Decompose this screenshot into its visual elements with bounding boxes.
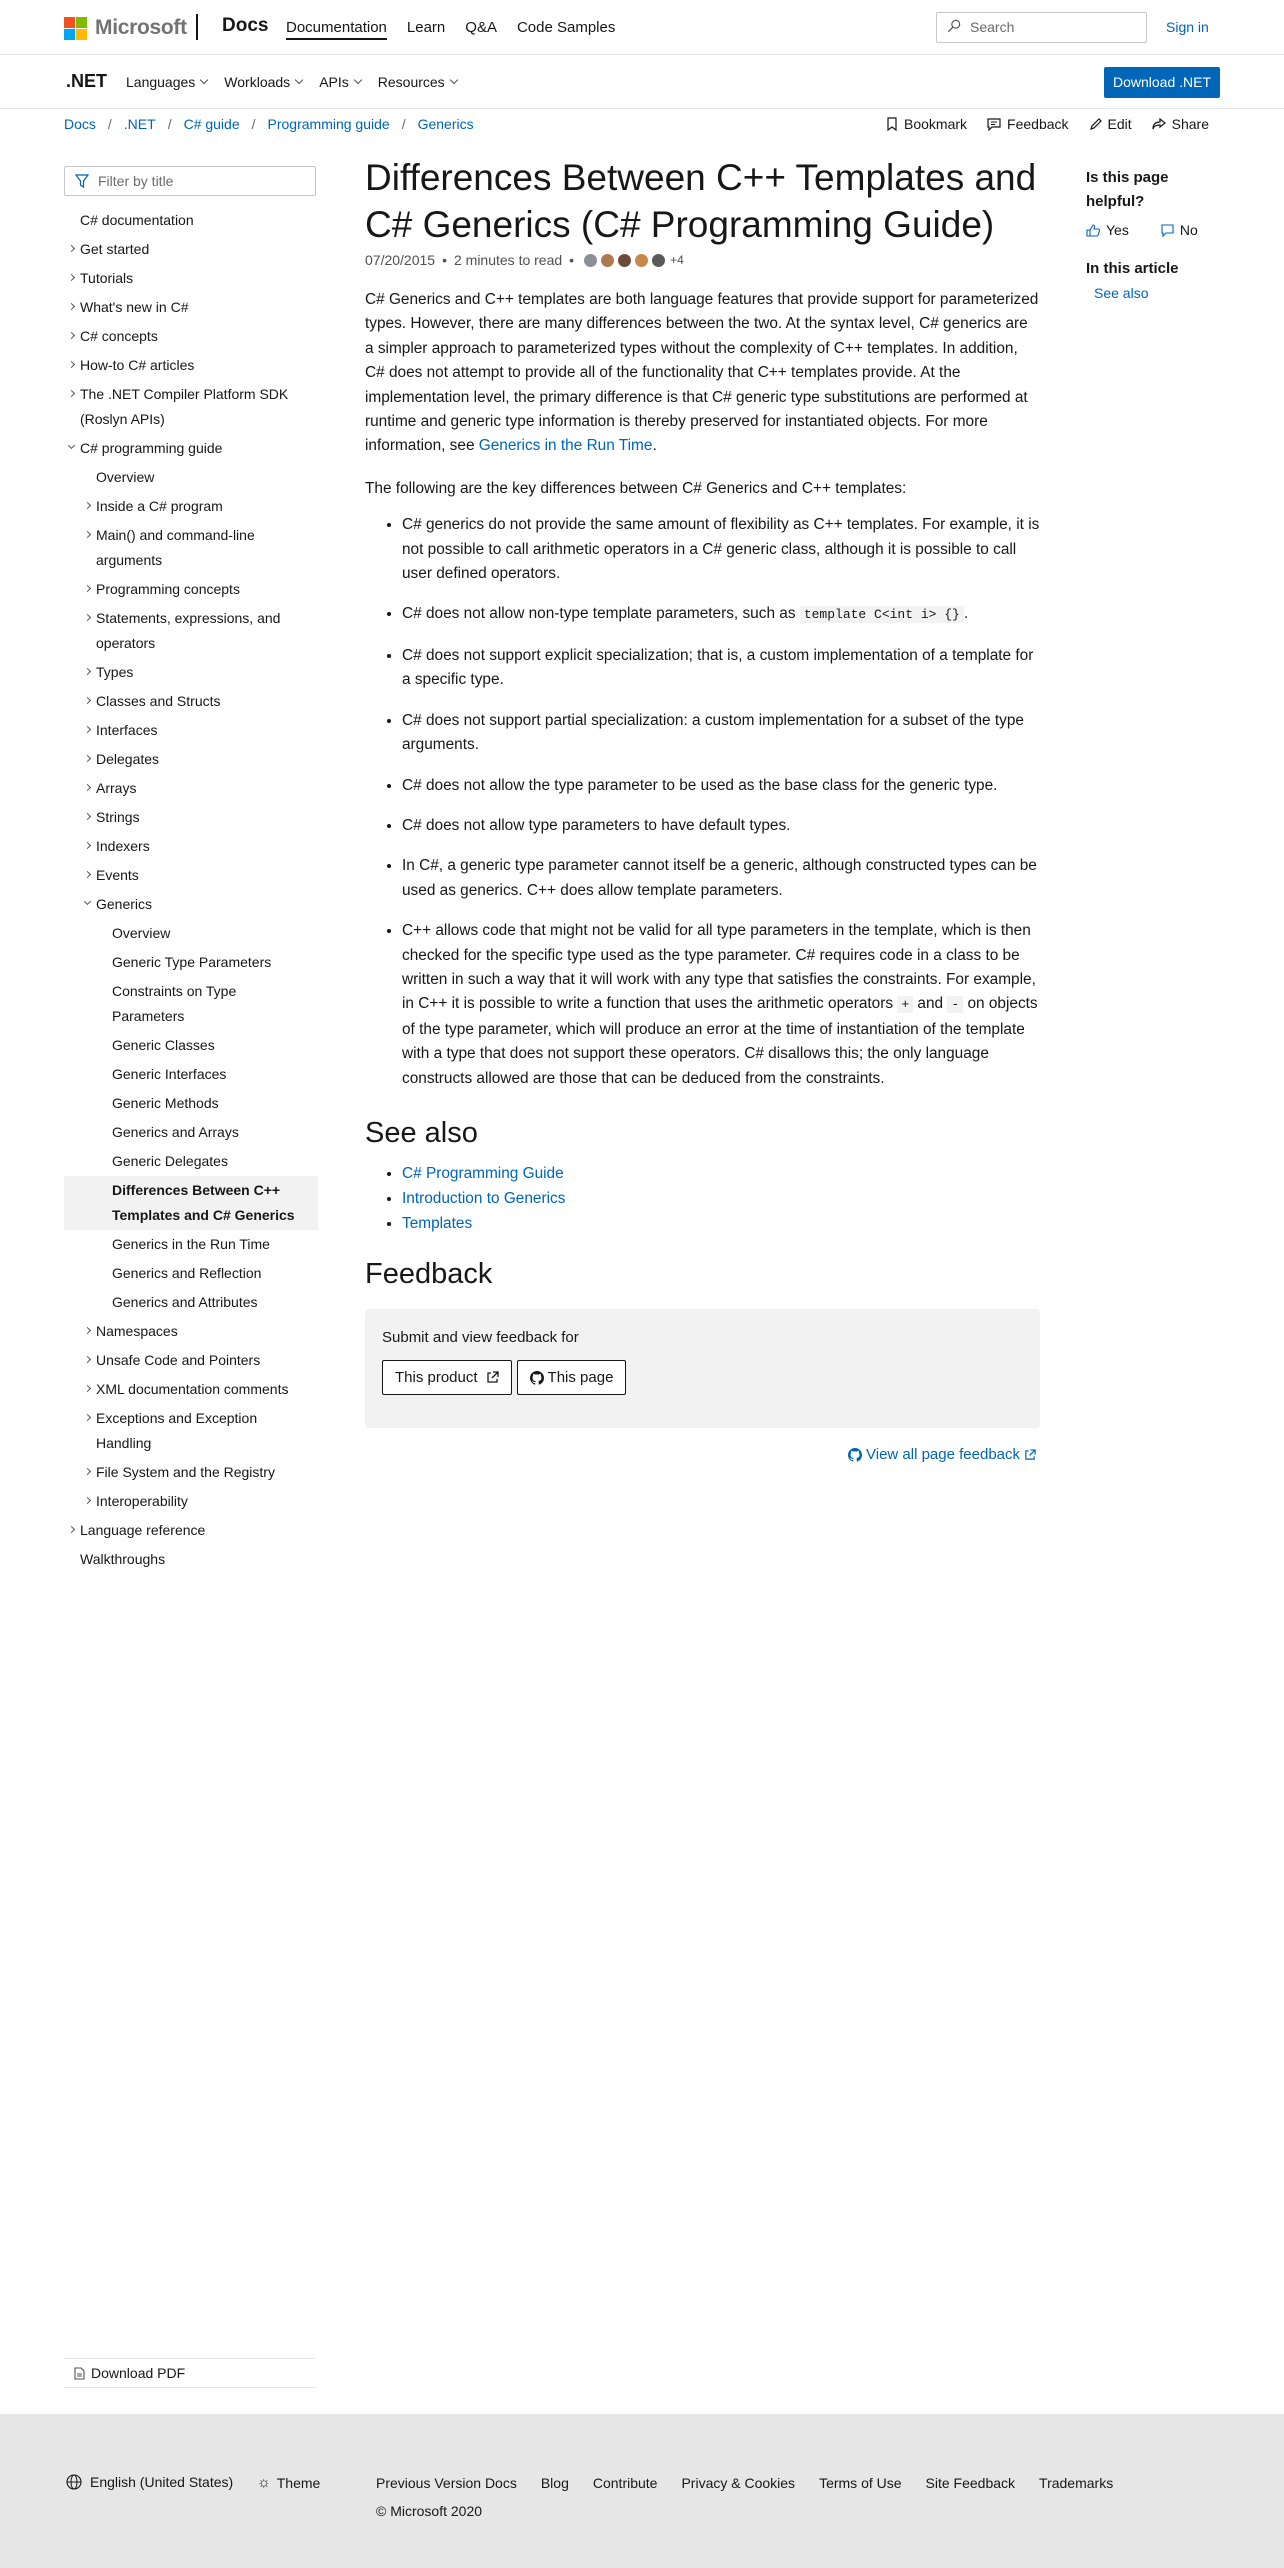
sidebar-item[interactable] (64, 716, 318, 745)
table-of-contents (64, 206, 318, 1574)
sidebar-item-label: File System and the Registry (96, 1464, 275, 1480)
feedback-buttons (382, 1360, 1023, 1395)
sidebar-item[interactable] (64, 322, 318, 351)
sidebar-item-label: Programming concepts (96, 581, 240, 597)
sidebar-item-label: Indexers (96, 838, 150, 854)
sidebar-item-label: Constraints on Type Parameters (112, 983, 237, 1024)
chevron-right-icon[interactable] (84, 1497, 91, 1504)
sidebar-item-label: Delegates (96, 751, 160, 767)
sidebar-item-label: Statements, expressions, and operators (96, 610, 281, 651)
yes-button[interactable] (1086, 222, 1145, 238)
sidebar-item-label: Generic Methods (112, 1095, 219, 1111)
list-item (402, 919, 1040, 1091)
chevron-down-icon (200, 76, 208, 84)
nav-qna[interactable]: Q&A (465, 19, 497, 36)
download-pdf-button[interactable] (64, 2358, 316, 2388)
list-item (402, 602, 1040, 627)
pdf-icon (74, 2367, 85, 2380)
link-csharp-programming-guide[interactable]: C# Programming Guide (402, 1164, 564, 1182)
feedback-box (365, 1309, 1040, 1428)
chevron-down-icon (354, 76, 362, 84)
feedback-heading: Feedback (365, 1258, 493, 1291)
header-divider (196, 14, 198, 40)
sidebar-item-label: Interoperability (96, 1493, 188, 1509)
download-pdf-label: Download PDF (91, 2365, 186, 2381)
breadcrumb-generics[interactable]: Generics (417, 116, 474, 132)
footer-link-contribute[interactable]: Contribute (592, 2475, 658, 2491)
chevron-right-icon[interactable] (84, 842, 91, 849)
sidebar-item[interactable] (64, 948, 318, 977)
sidebar-item-label: Classes and Structs (96, 693, 221, 709)
sidebar-item[interactable] (64, 803, 318, 832)
contributors (583, 253, 668, 268)
sidebar-item-current[interactable] (64, 1176, 318, 1230)
sidebar-item[interactable] (64, 919, 318, 948)
see-also-list (365, 1162, 1040, 1236)
chevron-down-icon (449, 76, 457, 84)
chevron-right-icon[interactable] (68, 332, 75, 339)
meta-separator: • (569, 252, 575, 268)
sun-icon: ☼ (257, 2474, 271, 2491)
sidebar-item-label: Namespaces (96, 1323, 178, 1339)
chevron-right-icon[interactable] (84, 784, 91, 791)
sidebar-item-label: Events (96, 867, 139, 883)
sidebar-item-label: Generics in the Run Time (112, 1236, 270, 1252)
chevron-right-icon[interactable] (68, 1526, 75, 1533)
list-item (402, 1187, 1040, 1212)
breadcrumb-programming-guide[interactable]: Programming guide (267, 116, 390, 132)
sidebar-item[interactable] (64, 1288, 318, 1317)
sidebar-item-label: C# concepts (80, 328, 158, 344)
breadcrumb (64, 116, 474, 132)
page-title: Differences Between C++ Templates and C# Generics (C# Programming Guide) (365, 157, 1037, 245)
sidebar-item-label: Generic Delegates (112, 1153, 228, 1169)
sidebar-item-label: Generic Classes (112, 1037, 215, 1053)
generics-runtime-link[interactable]: Generics in the Run Time (478, 437, 653, 455)
list-item: • C# does not support explicit specialization; that is, a custom implementation of a template for a specific type. (402, 644, 1040, 693)
breadcrumb-csharp-guide[interactable]: C# guide (183, 116, 240, 132)
see-also-heading: See also (365, 1116, 478, 1149)
key-differences-intro: The following are the key differences between C# Generics and C++ templates: (365, 479, 907, 497)
link-introduction-to-generics[interactable]: Introduction to Generics (402, 1189, 566, 1207)
edit-label: Edit (1107, 116, 1132, 132)
locale-selector[interactable] (66, 2474, 233, 2490)
footer-link-blog[interactable]: Blog (540, 2475, 569, 2491)
breadcrumb-separator: / (401, 116, 406, 132)
nav-code-samples[interactable]: Code Samples (516, 19, 616, 36)
chevron-right-icon[interactable] (84, 585, 91, 592)
copyright: © Microsoft 2020 (376, 2503, 483, 2519)
sidebar-item[interactable] (64, 832, 318, 861)
sign-in-link[interactable]: Sign in (1166, 19, 1209, 35)
sidebar-item[interactable] (64, 434, 318, 463)
sidebar-item[interactable] (64, 1317, 318, 1346)
theme-label: Theme (276, 2474, 321, 2491)
sidebar-item[interactable] (64, 521, 318, 575)
no-label: No (1179, 222, 1198, 238)
pencil-icon (1089, 118, 1102, 131)
chevron-right-icon[interactable] (84, 726, 91, 733)
sidebar-item-label: XML documentation comments (96, 1381, 289, 1397)
external-link-icon (486, 1371, 499, 1384)
in-this-article-heading: In this article (1086, 260, 1179, 277)
footer-link-trademarks[interactable]: Trademarks (1039, 2475, 1114, 2491)
chevron-right-icon[interactable] (84, 871, 91, 878)
sidebar-item-label: Overview (112, 925, 171, 941)
footer (0, 2414, 1284, 2568)
breadcrumb-docs[interactable]: Docs (64, 116, 96, 132)
sidebar-item-label: C# documentation (80, 212, 194, 228)
chevron-right-icon[interactable] (84, 697, 91, 704)
sidebar-item[interactable] (64, 575, 318, 604)
chevron-right-icon[interactable] (68, 390, 75, 397)
footer-link-previous-version-docs[interactable]: Previous Version Docs (376, 2475, 517, 2491)
avatar[interactable] (583, 253, 598, 268)
chevron-right-icon[interactable] (84, 813, 91, 820)
nav-documentation[interactable]: Documentation (286, 19, 387, 40)
avatar[interactable] (617, 253, 632, 268)
see-also-anchor[interactable]: See also (1094, 285, 1149, 301)
microsoft-logo[interactable] (64, 16, 187, 40)
chevron-right-icon[interactable] (84, 1327, 91, 1334)
right-rail (1086, 166, 1226, 301)
list-item (402, 1212, 1040, 1237)
globe-icon (66, 2474, 82, 2490)
bookmark-icon (886, 117, 898, 131)
sidebar-item[interactable] (64, 774, 318, 803)
list-item: • C# does not support partial specialization: a custom implementation for a subset of the type arguments. (402, 709, 1040, 758)
global-nav (286, 19, 635, 40)
list-item: • C# does not allow type parameters to have default types. (402, 814, 1040, 838)
nav-workloads[interactable] (224, 74, 302, 90)
sidebar-item[interactable] (64, 977, 318, 1031)
sidebar-item[interactable] (64, 745, 318, 774)
chevron-right-icon[interactable] (84, 668, 91, 675)
sidebar-item[interactable] (64, 1147, 318, 1176)
nav-resources[interactable] (378, 74, 457, 90)
chevron-down-icon (295, 76, 303, 84)
sidebar-item[interactable] (64, 293, 318, 322)
sidebar-item-label: Generic Interfaces (112, 1066, 227, 1082)
sidebar-item-label: What's new in C# (80, 299, 189, 315)
chevron-right-icon[interactable] (84, 1385, 91, 1392)
avatar[interactable] (634, 253, 649, 268)
sidebar-item[interactable] (64, 1259, 318, 1288)
sidebar-item[interactable] (64, 1346, 318, 1375)
chevron-right-icon[interactable] (68, 274, 75, 281)
sidebar-item-label: Generic Type Parameters (112, 954, 272, 970)
list-item (402, 1162, 1040, 1187)
sidebar-item-label: Tutorials (80, 270, 134, 286)
page-actions (866, 116, 1209, 132)
nav-apis-label: APIs (319, 74, 349, 90)
sidebar-item[interactable] (64, 380, 318, 434)
article (365, 154, 1040, 1463)
chevron-right-icon[interactable] (84, 502, 91, 509)
sidebar-item[interactable] (64, 1545, 318, 1574)
intro-end: . (652, 437, 657, 455)
product-header (0, 56, 1284, 109)
github-icon (848, 1448, 862, 1462)
sidebar-item[interactable] (64, 658, 318, 687)
sidebar-item-label: Inside a C# program (96, 498, 223, 514)
microsoft-logo-icon (64, 17, 87, 40)
sidebar-item-label: Walkthroughs (80, 1551, 166, 1567)
avatar[interactable] (651, 253, 666, 268)
search-icon (947, 19, 961, 33)
microsoft-wordmark: Microsoft (95, 16, 187, 39)
github-icon (530, 1371, 544, 1385)
sidebar-item[interactable] (64, 1487, 318, 1516)
toc-link-see-also[interactable] (1094, 285, 1226, 301)
helpful-question: Is this page helpful? (1086, 169, 1169, 210)
feedback-label: Feedback (1007, 116, 1069, 132)
meta-separator: • (442, 252, 447, 268)
sidebar-item-label: The .NET Compiler Platform SDK (Roslyn APIs) (80, 386, 289, 427)
search-input[interactable] (936, 12, 1147, 43)
filter-icon (75, 174, 89, 188)
sidebar-item-label: Exceptions and Exception Handling (96, 1410, 258, 1451)
sidebar-item[interactable] (64, 1230, 318, 1259)
chevron-right-icon[interactable] (84, 531, 91, 538)
this-product-label: This product (395, 1369, 478, 1387)
edit-button[interactable] (1089, 116, 1132, 132)
avatar[interactable] (600, 253, 615, 268)
sidebar-item-label: Overview (96, 469, 155, 485)
sidebar-item[interactable] (64, 1404, 318, 1458)
docs-home-link[interactable]: Docs (222, 15, 269, 36)
chevron-right-icon[interactable] (84, 755, 91, 762)
external-link-icon (1024, 1449, 1036, 1461)
article-date: 07/20/2015 (365, 252, 436, 268)
footer-link-terms[interactable]: Terms of Use (819, 2475, 902, 2491)
bookmark-label: Bookmark (904, 116, 968, 132)
sidebar-item[interactable] (64, 1118, 318, 1147)
download-net-button[interactable]: Download .NET (1104, 67, 1220, 98)
intro-text: C# Generics and C++ templates are both language features that provide support for parameterized types. However, there are many differences between the two. At the syntax level, C# generics are a simpler approach to parameterized types without the complexity of C++ templates. In addition, C# does not attempt to provide all of the functionality that C++ templates provide. At the implementation level, the primary difference is that C# generic type substitutions are performed at runtime and generic type information is thereby preserved for instantiated objects. For more information, see (365, 291, 1039, 455)
sidebar-item-label: C# programming guide (80, 440, 223, 456)
sidebar-item[interactable] (64, 1375, 318, 1404)
yes-label: Yes (1106, 222, 1129, 238)
breadcrumb-separator: / (107, 116, 112, 132)
inline-code: + (897, 996, 913, 1013)
sidebar-item-label: Language reference (80, 1522, 206, 1538)
sidebar-item-label: Get started (80, 241, 150, 257)
list-item: • In C#, a generic type parameter cannot itself be a generic, although constructed types can be used as generics. C++ does allow template parameters. (402, 854, 1040, 903)
nav-languages-label: Languages (126, 74, 196, 90)
feedback-label: Submit and view feedback for (382, 1329, 579, 1347)
product-nav (126, 74, 474, 90)
sidebar-item[interactable] (64, 1089, 318, 1118)
sidebar-item[interactable] (64, 861, 318, 890)
product-title[interactable]: .NET (66, 71, 108, 91)
sidebar-item[interactable] (64, 1458, 318, 1487)
link-templates[interactable]: Templates (402, 1214, 473, 1232)
view-all-feedback-link[interactable] (365, 1446, 1040, 1463)
share-button[interactable] (1152, 116, 1209, 132)
chevron-right-icon[interactable] (68, 303, 75, 310)
article-metadata (365, 252, 1040, 268)
nav-resources-label: Resources (377, 74, 445, 90)
feedback-button[interactable] (987, 116, 1068, 132)
sidebar-item-label: Interfaces (96, 722, 158, 738)
list-item-text: on objects of the type parameter, which will produce an error at the time of instantiation of the template with a type that does not support these operators. C# disallows this; the only language constructs allowed are those that can be deduced from the constraints. (402, 995, 1038, 1087)
feedback-icon (987, 118, 1001, 131)
footer-links (376, 2475, 1137, 2491)
inline-code: - (947, 996, 963, 1013)
chevron-down-icon[interactable] (84, 898, 91, 905)
sidebar-item[interactable] (64, 206, 318, 235)
this-page-button[interactable] (517, 1360, 627, 1395)
read-time: 2 minutes to read (453, 252, 563, 268)
nav-learn[interactable]: Learn (406, 19, 446, 36)
sidebar-item-label: Generics and Attributes (112, 1294, 258, 1310)
footer-link-privacy[interactable]: Privacy & Cookies (681, 2475, 796, 2491)
share-icon (1152, 118, 1166, 131)
sidebar-item[interactable] (64, 604, 318, 658)
thumbs-up-icon (1086, 224, 1100, 237)
sidebar-item-label: Generics and Reflection (112, 1265, 262, 1281)
chevron-right-icon[interactable] (68, 361, 75, 368)
nav-workloads-label: Workloads (224, 74, 291, 90)
speech-bubble-icon (1161, 224, 1174, 237)
nav-languages[interactable] (126, 74, 207, 90)
sidebar-item[interactable] (64, 1060, 318, 1089)
chevron-right-icon[interactable] (84, 1356, 91, 1363)
contributors-more[interactable]: +4 (670, 253, 684, 267)
inline-code: template C<int i> {} (800, 606, 964, 623)
sidebar-item[interactable] (64, 235, 318, 264)
this-page-label: This page (547, 1369, 614, 1387)
global-header (0, 0, 1284, 55)
locale-label: English (United States) (90, 2474, 234, 2490)
chevron-right-icon[interactable] (68, 245, 75, 252)
sidebar-item[interactable] (64, 1031, 318, 1060)
chevron-down-icon[interactable] (68, 442, 75, 449)
differences-list (365, 513, 1040, 1091)
view-all-feedback-label: View all page feedback (866, 1446, 1020, 1464)
sidebar-item-label: Types (96, 664, 134, 680)
sidebar-item[interactable] (64, 264, 318, 293)
share-label: Share (1171, 116, 1209, 132)
toc-filter-input[interactable] (64, 166, 316, 196)
sidebar-item[interactable] (64, 687, 318, 716)
intro-paragraph (365, 288, 1040, 459)
helpful-buttons (1086, 222, 1226, 238)
list-item-text: . (963, 605, 969, 623)
sidebar-item[interactable] (64, 1516, 318, 1545)
sidebar-item-label: Generics and Arrays (112, 1124, 239, 1140)
nav-apis[interactable] (319, 74, 361, 90)
footer-link-site-feedback[interactable]: Site Feedback (925, 2475, 1016, 2491)
this-product-button[interactable] (382, 1360, 512, 1395)
sidebar-item-label: Generics (96, 896, 153, 912)
search-placeholder: Search (970, 19, 1015, 35)
sidebar-item[interactable] (64, 351, 318, 380)
sidebar-item[interactable] (64, 890, 318, 919)
breadcrumb-separator: / (251, 116, 256, 132)
sidebar-item[interactable] (64, 463, 318, 492)
sidebar-item-label: Arrays (96, 780, 137, 796)
sidebar-item-label: Differences Between C++ Templates and C# Generics (112, 1182, 295, 1223)
chevron-right-icon[interactable] (84, 1468, 91, 1475)
list-item: • C# does not allow the type parameter to be used as the base class for the generic type. (402, 774, 1040, 798)
sidebar-item-label: Main() and command-line arguments (96, 527, 255, 568)
list-item-text: C++ allows code that might not be valid for all type parameters in the template, which is then checked for the specific type used as the type parameter. C# requires code in a class to be written in such a way that it will work with any type that satisfies the constraints. For example, in C++ it is possible to write a function that uses the arithmetic operators (402, 922, 1036, 1013)
sidebar-item-label: Unsafe Code and Pointers (96, 1352, 261, 1368)
chevron-right-icon[interactable] (84, 1414, 91, 1421)
list-item: • C# generics do not provide the same amount of flexibility as C++ templates. For example, it is not possible to call arithmetic operators in a C# generic class, although it is possible to call user defined operators. (402, 513, 1040, 586)
sidebar-item[interactable] (64, 492, 318, 521)
list-item-text: and (913, 995, 948, 1013)
no-button[interactable] (1161, 222, 1214, 238)
breadcrumb-separator: / (167, 116, 172, 132)
chevron-right-icon[interactable] (84, 614, 91, 621)
sidebar-item-label: Strings (96, 809, 140, 825)
list-item-text: C# does not allow non-type template parameters, such as (402, 605, 800, 623)
bookmark-button[interactable] (886, 116, 967, 132)
breadcrumb-net[interactable]: .NET (123, 116, 156, 132)
sidebar-item-label: How-to C# articles (80, 357, 195, 373)
theme-selector[interactable] (257, 2474, 320, 2491)
filter-placeholder: Filter by title (98, 173, 174, 189)
